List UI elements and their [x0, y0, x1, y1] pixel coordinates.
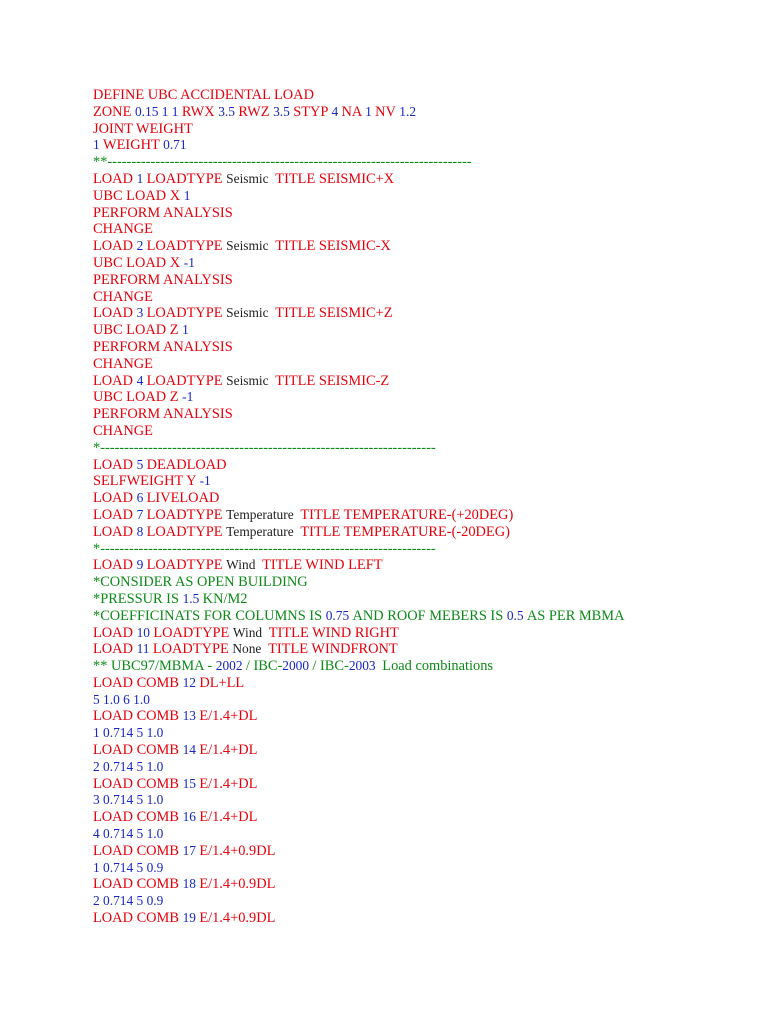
code-token: 15 — [182, 775, 200, 791]
code-token: PERFORM ANALYSIS — [93, 271, 233, 288]
code-line — [93, 591, 753, 608]
code-token: LOAD COMB — [93, 775, 183, 792]
code-token: LOAD COMB — [93, 742, 183, 759]
code-token: LOAD — [93, 456, 137, 473]
code-token: LOADTYPE — [146, 523, 227, 540]
code-token: Seismic — [226, 238, 276, 254]
code-token: UBC LOAD Z — [93, 322, 183, 339]
code-token: 4 — [136, 372, 147, 388]
code-token: TITLE SEISMIC+Z — [275, 305, 393, 322]
code-token: 1.2 — [399, 103, 417, 119]
code-line — [93, 675, 753, 692]
code-token: TITLE WINDFRONT — [268, 641, 398, 658]
code-token: -1 — [199, 473, 211, 489]
code-token: 18 — [182, 876, 200, 892]
code-token: 19 — [182, 910, 200, 926]
code-token: 0.15 1 1 — [134, 103, 182, 119]
code-line — [93, 389, 753, 406]
code-line — [93, 776, 753, 793]
code-token: UBC LOAD Z — [93, 389, 183, 406]
code-line — [93, 238, 753, 255]
code-token: E/1.4+DL — [199, 708, 258, 725]
code-token: LOADTYPE — [146, 372, 227, 389]
code-token: / IBC- — [312, 658, 349, 675]
code-token: TITLE WIND RIGHT — [268, 624, 399, 641]
code-token: LOAD COMB — [93, 910, 183, 927]
code-token: LOAD COMB — [93, 809, 183, 826]
code-line — [93, 692, 753, 709]
code-line — [93, 725, 753, 742]
code-token: LOADTYPE — [152, 641, 233, 658]
code-token: 2000 — [282, 658, 313, 674]
code-line — [93, 658, 753, 675]
code-token: 2 — [136, 238, 147, 254]
code-token: LIVELOAD — [146, 490, 220, 507]
code-token: AND ROOF MEBERS IS — [352, 607, 507, 624]
code-token: LOAD — [93, 523, 137, 540]
code-line — [93, 104, 753, 121]
code-token: ** UBC97/MBMA - — [93, 658, 216, 675]
code-token: KN/M2 — [202, 590, 248, 607]
code-token: LOAD COMB — [93, 842, 183, 859]
code-token: PERFORM ANALYSIS — [93, 338, 233, 355]
code-line — [93, 137, 753, 154]
code-token: RWX — [181, 103, 219, 120]
code-token: LOAD — [93, 238, 137, 255]
code-token: 17 — [182, 842, 200, 858]
code-line — [93, 792, 753, 809]
code-token: CHANGE — [93, 221, 153, 238]
code-line — [93, 507, 753, 524]
code-token: 4 — [331, 103, 342, 119]
code-line — [93, 860, 753, 877]
code-token: LOAD COMB — [93, 708, 183, 725]
code-token: 1 0.714 5 1.0 — [93, 725, 164, 741]
code-token: TITLE SEISMIC-Z — [275, 372, 390, 389]
code-line — [93, 524, 753, 541]
code-token: Seismic — [226, 305, 276, 321]
code-token: Wind — [232, 624, 269, 640]
code-token: 1 — [136, 170, 147, 186]
code-token: **---------------------------------------------------------------------------- — [93, 154, 472, 171]
code-line — [93, 625, 753, 642]
code-line — [93, 339, 753, 356]
code-token: LOAD — [93, 372, 137, 389]
code-token: *PRESSUR IS — [93, 590, 183, 607]
code-token: LOAD — [93, 170, 137, 187]
code-line — [93, 356, 753, 373]
code-token: LOAD — [93, 624, 137, 641]
code-token: 0.75 — [325, 607, 353, 623]
code-token: RWZ — [238, 103, 274, 120]
code-token: STYP — [293, 103, 332, 120]
code-line — [93, 322, 753, 339]
code-token: LOADTYPE — [153, 624, 233, 641]
code-token: LOAD — [93, 641, 137, 658]
code-token: PERFORM ANALYSIS — [93, 204, 233, 221]
code-token: LOADTYPE — [146, 305, 227, 322]
code-token: 5 1.0 6 1.0 — [93, 691, 150, 707]
code-line — [93, 742, 753, 759]
code-token: E/1.4+DL — [199, 742, 258, 759]
code-token: Temperature — [226, 523, 301, 539]
code-token: 3.5 — [218, 103, 239, 119]
code-token: 6 — [136, 490, 147, 506]
code-line — [93, 843, 753, 860]
code-token: None — [232, 641, 269, 657]
code-token: Load combinations — [382, 658, 494, 675]
code-token: 0.5 — [506, 607, 527, 623]
code-line — [93, 893, 753, 910]
code-token: 8 — [136, 523, 147, 539]
code-token: 2 0.714 5 1.0 — [93, 758, 164, 774]
code-token: CHANGE — [93, 288, 153, 305]
code-line — [93, 406, 753, 423]
code-token: 0.71 — [163, 137, 187, 153]
code-token: LOADTYPE — [146, 238, 227, 255]
code-line — [93, 188, 753, 205]
code-line — [93, 876, 753, 893]
code-line — [93, 255, 753, 272]
code-token: 14 — [182, 742, 200, 758]
code-line — [93, 457, 753, 474]
code-token: Wind — [226, 557, 263, 573]
code-token: SELFWEIGHT Y — [93, 473, 200, 490]
code-token: LOAD COMB — [93, 876, 183, 893]
code-line — [93, 205, 753, 222]
code-line — [93, 557, 753, 574]
code-token: 7 — [136, 506, 147, 522]
code-token: LOAD — [93, 557, 137, 574]
code-line — [93, 608, 753, 625]
code-token: 1 — [365, 103, 376, 119]
code-token: 9 — [136, 557, 147, 573]
code-line — [93, 641, 753, 658]
code-token: TITLE SEISMIC+X — [275, 170, 395, 187]
code-token: LOADTYPE — [146, 170, 227, 187]
code-token: DL+LL — [199, 674, 245, 691]
code-line — [93, 154, 753, 171]
code-token: 1 — [182, 322, 189, 338]
code-token: LOAD — [93, 305, 137, 322]
code-token: ZONE — [93, 103, 135, 120]
code-token: Seismic — [226, 372, 276, 388]
code-token: E/1.4+0.9DL — [199, 910, 276, 927]
code-token: 1 — [93, 137, 104, 153]
code-token: E/1.4+DL — [199, 809, 258, 826]
document-body — [93, 87, 753, 927]
code-token: 1 — [183, 187, 191, 203]
code-line — [93, 910, 753, 927]
code-token: LOAD COMB — [93, 674, 183, 691]
code-token: *---------------------------------------------------------------------- — [93, 439, 436, 456]
code-line — [93, 87, 753, 104]
code-token: E/1.4+DL — [199, 775, 258, 792]
code-line — [93, 221, 753, 238]
code-token: DEFINE UBC ACCIDENTAL LOAD — [93, 87, 314, 103]
code-token: -1 — [182, 389, 194, 405]
code-token: 13 — [182, 708, 200, 724]
code-token: 2002 — [215, 658, 246, 674]
code-token: 2 0.714 5 0.9 — [93, 893, 164, 909]
code-token: Seismic — [226, 170, 276, 186]
code-token: 16 — [182, 809, 200, 825]
code-token: LOADTYPE — [146, 557, 227, 574]
code-token: UBC LOAD X — [93, 254, 184, 271]
code-line — [93, 541, 753, 558]
code-token: CHANGE — [93, 422, 153, 439]
code-token: LOAD — [93, 490, 137, 507]
code-token: TITLE SEISMIC-X — [275, 238, 391, 255]
code-line — [93, 171, 753, 188]
code-token: *CONSIDER AS OPEN BUILDING — [93, 574, 308, 591]
code-token: 1 0.714 5 0.9 — [93, 859, 164, 875]
code-token: 4 0.714 5 1.0 — [93, 826, 164, 842]
code-token: 1.5 — [182, 590, 203, 606]
code-token: 12 — [182, 674, 200, 690]
code-line — [93, 708, 753, 725]
code-token: DEADLOAD — [146, 456, 227, 473]
code-token: LOAD — [93, 506, 137, 523]
code-token: / IBC- — [245, 658, 283, 675]
code-token: -1 — [183, 254, 195, 270]
code-line — [93, 121, 753, 138]
code-line — [93, 490, 753, 507]
code-token: TITLE WIND LEFT — [262, 557, 383, 574]
code-line — [93, 574, 753, 591]
code-line — [93, 440, 753, 457]
code-token: Temperature — [226, 506, 301, 522]
code-token: NV — [375, 103, 400, 120]
code-token: UBC LOAD X — [93, 187, 184, 204]
code-token: TITLE TEMPERATURE-(+20DEG) — [300, 506, 514, 523]
code-token: *COEFFICINATS FOR COLUMNS IS — [93, 607, 326, 624]
code-line — [93, 809, 753, 826]
code-token: WEIGHT — [103, 137, 164, 154]
code-token: E/1.4+0.9DL — [199, 876, 276, 893]
code-token: CHANGE — [93, 355, 153, 372]
code-token: LOADTYPE — [146, 506, 227, 523]
code-token: JOINT WEIGHT — [93, 120, 193, 137]
code-line — [93, 826, 753, 843]
code-token: E/1.4+0.9DL — [199, 842, 276, 859]
code-token: 10 — [136, 624, 154, 640]
code-line — [93, 473, 753, 490]
code-line — [93, 289, 753, 306]
code-line — [93, 305, 753, 322]
code-token: 11 — [136, 641, 153, 657]
code-line — [93, 272, 753, 289]
code-line — [93, 423, 753, 440]
code-line — [93, 759, 753, 776]
code-token: 5 — [136, 456, 147, 472]
code-token: *---------------------------------------------------------------------- — [93, 540, 436, 557]
code-token: 3 0.714 5 1.0 — [93, 792, 164, 808]
code-line — [93, 373, 753, 390]
code-token: 2003 — [348, 658, 383, 674]
code-token: AS PER MBMA — [526, 607, 625, 624]
code-token: 3 — [136, 305, 147, 321]
code-token: TITLE TEMPERATURE-(-20DEG) — [300, 523, 510, 540]
code-token: NA — [341, 103, 366, 120]
code-token: PERFORM ANALYSIS — [93, 406, 233, 423]
code-token: 3.5 — [273, 103, 294, 119]
